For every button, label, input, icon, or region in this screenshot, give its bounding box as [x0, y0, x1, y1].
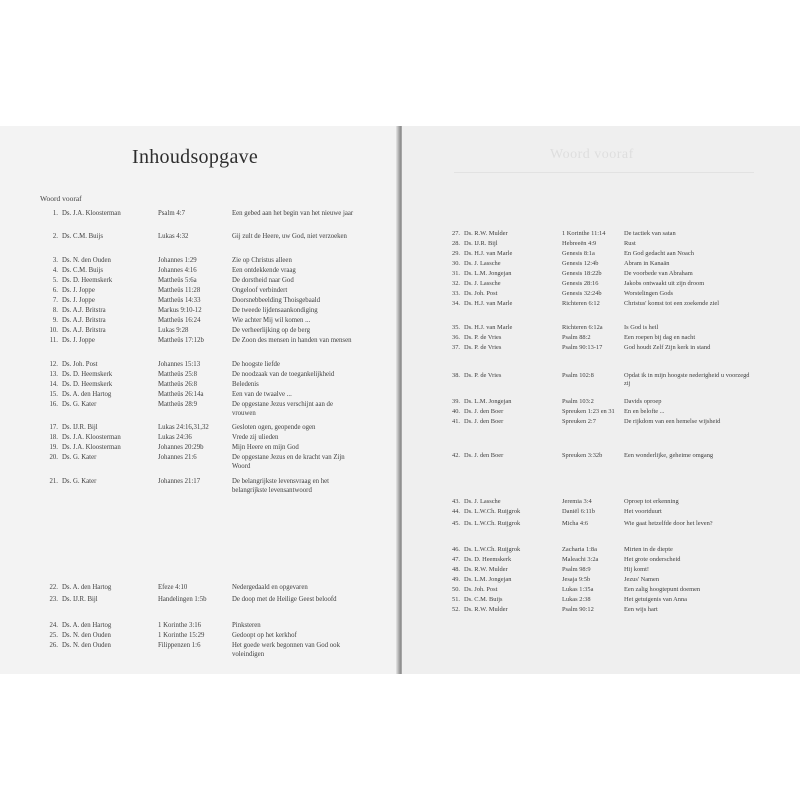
entry-number: 42.	[452, 452, 460, 459]
entry-preacher: Ds. P. de Vries	[464, 372, 502, 379]
entry-reference: Mattheüs 25:8	[158, 371, 198, 378]
entry-preacher: Ds. D. Heemskerk	[62, 371, 113, 378]
entry-reference: Psalm 90:13-17	[562, 344, 603, 351]
toc-entry	[0, 233, 398, 255]
entry-theme: Davids oproep	[624, 398, 662, 405]
entry-theme: Een ontdekkende vraag	[232, 267, 296, 274]
entry-reference: Mattheüs 16:24	[158, 317, 201, 324]
right-entry-list	[402, 126, 800, 674]
entry-number: 17.	[49, 424, 58, 431]
entry-preacher: Ds. Joh. Post	[464, 290, 498, 297]
section-label: Woord vooraf	[40, 194, 82, 203]
entry-preacher: Ds. P. de Vries	[464, 334, 502, 341]
entry-reference: Psalm 90:12	[562, 606, 594, 613]
entry-theme: Jakobs ontwaakt uit zijn droom	[624, 280, 705, 287]
entry-number: 6.	[52, 287, 58, 294]
entry-theme: Een wijs hart	[624, 606, 658, 613]
entry-preacher: Ds. G. Kater	[62, 478, 97, 485]
entry-reference: Micha 4:6	[562, 520, 589, 527]
entry-theme: Mirten in de diepte	[624, 546, 673, 553]
entry-reference: Genesis 18:22b	[562, 270, 602, 277]
entry-reference: Johannes 21:17	[158, 478, 201, 485]
entry-theme: Zie op Christus alleen	[232, 257, 292, 264]
entry-reference: Genesis 28:16	[562, 280, 599, 287]
entry-number: 24.	[49, 622, 58, 629]
entry-preacher: Ds. N. den Ouden	[62, 257, 111, 264]
entry-theme: Een gebed aan het begin van het nieuwe jaar	[232, 210, 354, 217]
entry-number: 39.	[452, 398, 460, 405]
entry-number: 10.	[49, 327, 58, 334]
entry-preacher: Ds. C.M. Buijs	[464, 596, 503, 603]
entry-reference: Daniël 6:11b	[562, 508, 595, 515]
entry-reference: Psalm 88:2	[562, 334, 591, 341]
entry-theme: Een zalig hoogtepunt doemen	[624, 586, 701, 593]
entry-reference: Mattheüs 14:33	[158, 297, 201, 304]
entry-reference: Johannes 4:16	[158, 267, 197, 274]
entry-preacher: Ds. P. de Vries	[464, 344, 502, 351]
entry-theme: Oproep tot erkenning	[624, 498, 679, 505]
entry-number: 16.	[49, 401, 58, 408]
entry-reference: Genesis 8:1a	[562, 250, 595, 257]
entry-preacher: Ds. L.W.Ch. Ruijgrok	[464, 508, 521, 515]
entry-theme: Gedoopt op het kerkhof	[232, 632, 297, 639]
entry-theme: De opgestane Jezus en de kracht van Zijn Woord	[232, 454, 345, 470]
entry-number: 34.	[452, 300, 460, 307]
entry-number: 51.	[452, 596, 460, 603]
entry-reference: Mattheüs 26:8	[158, 381, 198, 388]
book-spread	[0, 126, 800, 674]
toc-entry	[0, 401, 398, 423]
entry-theme: Abram in Kanaän	[624, 260, 670, 267]
entry-number: 50.	[452, 586, 460, 593]
entry-number: 36.	[452, 334, 460, 341]
entry-reference: Psalm 4:7	[158, 210, 186, 217]
page-title: Inhoudsopgave	[132, 146, 259, 168]
entry-preacher: Ds. Joh. Post	[464, 586, 498, 593]
entry-preacher: Ds. IJ.R. Bijl	[62, 596, 98, 603]
entry-preacher: Ds. R.W. Mulder	[464, 230, 508, 237]
entry-number: 22.	[49, 584, 58, 591]
entry-theme: De noodzaak van de toegankelijkheid	[232, 371, 335, 378]
entry-number: 40.	[452, 408, 460, 415]
entry-reference: Spreuken 3:32b	[562, 452, 603, 459]
entry-preacher: Ds. J. Lassche	[464, 280, 501, 287]
entry-theme: En en belofte ...	[624, 408, 665, 415]
entry-number: 29.	[452, 250, 460, 257]
entry-preacher: Ds. IJ.R. Bijl	[464, 240, 498, 247]
right-page	[402, 126, 800, 674]
entry-preacher: Ds. J. Lassche	[464, 498, 501, 505]
entry-preacher: Ds. R.W. Mulder	[464, 606, 508, 613]
entry-preacher: Ds. G. Kater	[62, 401, 97, 408]
entry-reference: Psalm 98:9	[562, 566, 591, 573]
entry-number: 27.	[452, 230, 460, 237]
entry-preacher: Ds. H.J. van Marle	[464, 300, 513, 307]
entry-number: 8.	[52, 307, 58, 314]
entry-theme: Is God is heil	[624, 324, 659, 331]
entry-reference: Psalm 103:2	[562, 398, 594, 405]
entry-number: 25.	[49, 632, 58, 639]
entry-preacher: Ds. R.W. Mulder	[464, 566, 508, 573]
entry-preacher: Ds. J.A. Kloosterman	[62, 444, 121, 451]
entry-number: 2.	[52, 233, 58, 240]
toc-entry	[0, 596, 398, 618]
entry-preacher: Ds. C.M. Buijs	[62, 233, 103, 240]
entry-theme: Ongeloof verbindert	[232, 287, 288, 294]
entry-preacher: Ds. J.A. Kloosterman	[62, 434, 121, 441]
entry-number: 45.	[452, 520, 460, 527]
entry-number: 1.	[52, 210, 58, 217]
entry-theme: Opdat ik in mijn hoogste nederigheid u voorzegd zij	[624, 372, 750, 388]
entry-theme: Vrede zij ulieden	[232, 434, 279, 441]
entry-number: 26.	[49, 642, 58, 649]
entry-preacher: Ds. H.J. van Marle	[464, 250, 513, 257]
entry-preacher: Ds. A.J. Britstra	[62, 327, 106, 334]
entry-preacher: Ds. J.A. Kloosterman	[62, 210, 121, 217]
entry-preacher: Ds. J. Lassche	[464, 260, 501, 267]
entry-reference: Richteren 6:12	[562, 300, 600, 307]
entry-theme: God houdt Zelf Zijn kerk in stand	[624, 344, 711, 351]
left-page	[0, 126, 398, 674]
entry-theme: Het getuigenis van Anna	[624, 596, 688, 603]
entry-preacher: Ds. A. den Hartog	[62, 584, 112, 591]
toc-entry	[0, 337, 398, 359]
entry-theme: Het grote onderscheid	[624, 556, 681, 563]
entry-reference: Markus 9:10-12	[158, 307, 202, 314]
entry-preacher: Ds. D. Heemskerk	[62, 277, 113, 284]
entry-theme: De belangrijkste levensvraag en het belangrijkste levensantwoord	[232, 478, 330, 494]
entry-number: 52.	[452, 606, 460, 613]
entry-reference: Mattheüs 28:9	[158, 401, 198, 408]
entry-preacher: Ds. J. Joppe	[62, 297, 95, 304]
entry-theme: Het voortduurt	[624, 508, 662, 515]
entry-reference: Handelingen 1:5b	[158, 596, 207, 603]
entry-reference: Spreuken 1:23 en 31	[562, 408, 615, 415]
entry-preacher: Ds. J. Joppe	[62, 287, 95, 294]
toc-entry	[0, 454, 398, 476]
entry-preacher: Ds. L.M. Jongejan	[464, 270, 512, 277]
entry-number: 15.	[49, 391, 58, 398]
entry-preacher: Ds. N. den Ouden	[62, 642, 111, 649]
entry-reference: Hebreeën 4:9	[562, 240, 597, 247]
entry-number: 9.	[52, 317, 58, 324]
toc-entry	[0, 478, 398, 510]
entry-preacher: Ds. L.M. Jongejan	[464, 398, 512, 405]
entry-theme: Hij komt!	[624, 566, 650, 573]
entry-number: 35.	[452, 324, 460, 331]
toc-entry	[0, 210, 398, 232]
entry-preacher: Ds. A. den Hartog	[62, 622, 112, 629]
entry-number: 14.	[49, 381, 58, 388]
entry-reference: Lukas 4:32	[158, 233, 189, 240]
entry-preacher: Ds. L.M. Jongejan	[464, 576, 512, 583]
entry-number: 28.	[452, 240, 460, 247]
show-through-title: Woord vooraf	[550, 147, 634, 162]
entry-preacher: Ds. J. Joppe	[62, 337, 95, 344]
entry-theme: Een wonderlijke, geheime omgang	[624, 452, 714, 459]
entry-preacher: Ds. C.M. Buijs	[62, 267, 103, 274]
entry-preacher: Ds. N. den Ouden	[62, 632, 111, 639]
toc-entry	[402, 418, 800, 440]
entry-preacher: Ds. J. den Boer	[464, 408, 504, 415]
entry-preacher: Ds. D. Heemskerk	[62, 381, 113, 388]
entry-reference: Johannes 20:29b	[158, 444, 204, 451]
entry-number: 11.	[49, 337, 58, 344]
entry-number: 5.	[52, 277, 58, 284]
entry-theme: Pinksteren	[232, 622, 261, 629]
entry-preacher: Ds. L.W.Ch. Ruijgrok	[464, 520, 521, 527]
entry-theme: Gesloten ogen, geopende ogen	[232, 424, 316, 431]
entry-preacher: Ds. A.J. Britstra	[62, 307, 106, 314]
entry-theme: Wie achter Mij wil komen ...	[232, 317, 311, 324]
entry-number: 7.	[52, 297, 58, 304]
entry-number: 18.	[49, 434, 58, 441]
entry-preacher: Ds. A. den Hartog	[62, 391, 112, 398]
entry-theme: De opgestane Jezus verschijnt aan de vrouwen	[232, 401, 333, 417]
entry-number: 21.	[49, 478, 58, 485]
entry-theme: Een van de twaalve ...	[232, 391, 292, 398]
entry-reference: Spreuken 2:7	[562, 418, 596, 425]
entry-theme: Beledenis	[232, 381, 259, 388]
entry-reference: Johannes 21:6	[158, 454, 197, 461]
entry-reference: Lukas 9:28	[158, 327, 189, 334]
entry-reference: Jesaja 9:5b	[562, 576, 591, 583]
entry-reference: Johannes 15:13	[158, 361, 201, 368]
entry-number: 47.	[452, 556, 460, 563]
entry-number: 4.	[52, 267, 58, 274]
entry-number: 32.	[452, 280, 460, 287]
entry-number: 43.	[452, 498, 460, 505]
entry-theme: Worstelingen Gods	[624, 290, 674, 297]
toc-entry	[402, 300, 800, 322]
entry-theme: Nedergedaald en opgevaren	[232, 584, 308, 591]
entry-theme: Doorsnebbeelding Thoisgebaald	[232, 297, 321, 304]
entry-theme: Wie gaat hetzelfde door het leven?	[624, 520, 713, 527]
entry-reference: Genesis 12:4b	[562, 260, 599, 267]
entry-reference: Richteren 6:12a	[562, 324, 603, 331]
entry-number: 41.	[452, 418, 460, 425]
entry-preacher: Ds. J. den Boer	[464, 452, 504, 459]
entry-reference: Lukas 24:16,31,32	[158, 424, 209, 431]
entry-number: 3.	[52, 257, 58, 264]
entry-theme: De doop met de Heilige Geest beloofd	[232, 596, 337, 603]
entry-number: 49.	[452, 576, 460, 583]
entry-theme: De hoogste liefde	[232, 361, 280, 368]
entry-theme: Gij zult de Heere, uw God, niet verzoeken	[232, 233, 347, 240]
entry-reference: 1 Korinthe 11:14	[562, 230, 606, 237]
entry-reference: Psalm 102:8	[562, 372, 594, 379]
toc-entry	[402, 520, 800, 542]
entry-reference: Zacharia 1:8a	[562, 546, 597, 553]
entry-number: 38.	[452, 372, 460, 379]
toc-entry	[0, 642, 398, 664]
entry-reference: Lukas 2:38	[562, 596, 591, 603]
entry-reference: Lukas 1:35a	[562, 586, 594, 593]
entry-number: 13.	[49, 371, 58, 378]
entry-reference: Lukas 24:36	[158, 434, 192, 441]
entry-theme: Een roepen bij dag en nacht	[624, 334, 696, 341]
entry-preacher: Ds. A.J. Britstra	[62, 317, 106, 324]
entry-number: 20.	[49, 454, 58, 461]
entry-reference: Mattheüs 5:6a	[158, 277, 197, 284]
entry-number: 33.	[452, 290, 460, 297]
entry-theme: De voorbede van Abraham	[624, 270, 693, 277]
entry-number: 48.	[452, 566, 460, 573]
entry-number: 31.	[452, 270, 460, 277]
entry-theme: En God gedacht aan Noach	[624, 250, 694, 257]
entry-preacher: Ds. IJ.R. Bijl	[62, 424, 98, 431]
entry-number: 37.	[452, 344, 460, 351]
entry-number: 23.	[49, 596, 58, 603]
entry-preacher: Ds. L.W.Ch. Ruijgrok	[464, 546, 521, 553]
entry-preacher: Ds. H.J. van Marle	[464, 324, 513, 331]
entry-reference: 1 Korinthe 3:16	[158, 622, 202, 629]
toc-entry	[402, 606, 800, 628]
entry-theme: De Zoon des mensen in handen van mensen	[232, 337, 352, 344]
entry-preacher: Ds. D. Heemskerk	[464, 556, 512, 563]
left-entry-list	[0, 126, 398, 674]
entry-reference: Johannes 1:29	[158, 257, 197, 264]
entry-reference: Mattheüs 11:28	[158, 287, 201, 294]
entry-reference: Mattheüs 26:14a	[158, 391, 204, 398]
entry-number: 44.	[452, 508, 460, 515]
entry-theme: De rijkdom van een hemelse wijsheid	[624, 418, 721, 425]
entry-number: 19.	[49, 444, 58, 451]
entry-theme: Het goede werk begonnen van God ook voleindigen	[232, 642, 340, 658]
entry-reference: Efeze 4:10	[158, 584, 188, 591]
toc-entry	[402, 452, 800, 474]
toc-entry	[402, 344, 800, 366]
entry-number: 30.	[452, 260, 460, 267]
entry-reference: Genesis 32:24b	[562, 290, 602, 297]
entry-theme: De tactiek van satan	[624, 230, 676, 237]
entry-reference: Jeremia 3:4	[562, 498, 592, 505]
entry-theme: Rust	[624, 240, 636, 247]
entry-preacher: Ds. G. Kater	[62, 454, 97, 461]
entry-preacher: Ds. Joh. Post	[62, 361, 98, 368]
entry-theme: Mijn Heere en mijn God	[232, 444, 299, 451]
entry-reference: Filippenzen 1:6	[158, 642, 201, 649]
entry-reference: Mattheüs 17:12b	[158, 337, 204, 344]
entry-number: 46.	[452, 546, 460, 553]
entry-reference: 1 Korinthe 15:29	[158, 632, 205, 639]
entry-theme: De dorstheid naar God	[232, 277, 294, 284]
entry-number: 12.	[49, 361, 58, 368]
entry-reference: Maleachi 3:2a	[562, 556, 599, 563]
entry-theme: De tweede lijdensaankondiging	[232, 307, 318, 314]
entry-theme: Jezus' Namen	[624, 576, 660, 583]
entry-theme: De verheerlijking op de berg	[232, 327, 311, 334]
entry-preacher: Ds. J. den Boer	[464, 418, 504, 425]
entry-theme: Christus' komst tot een zoekende ziel	[624, 300, 720, 307]
toc-entry	[402, 372, 800, 394]
